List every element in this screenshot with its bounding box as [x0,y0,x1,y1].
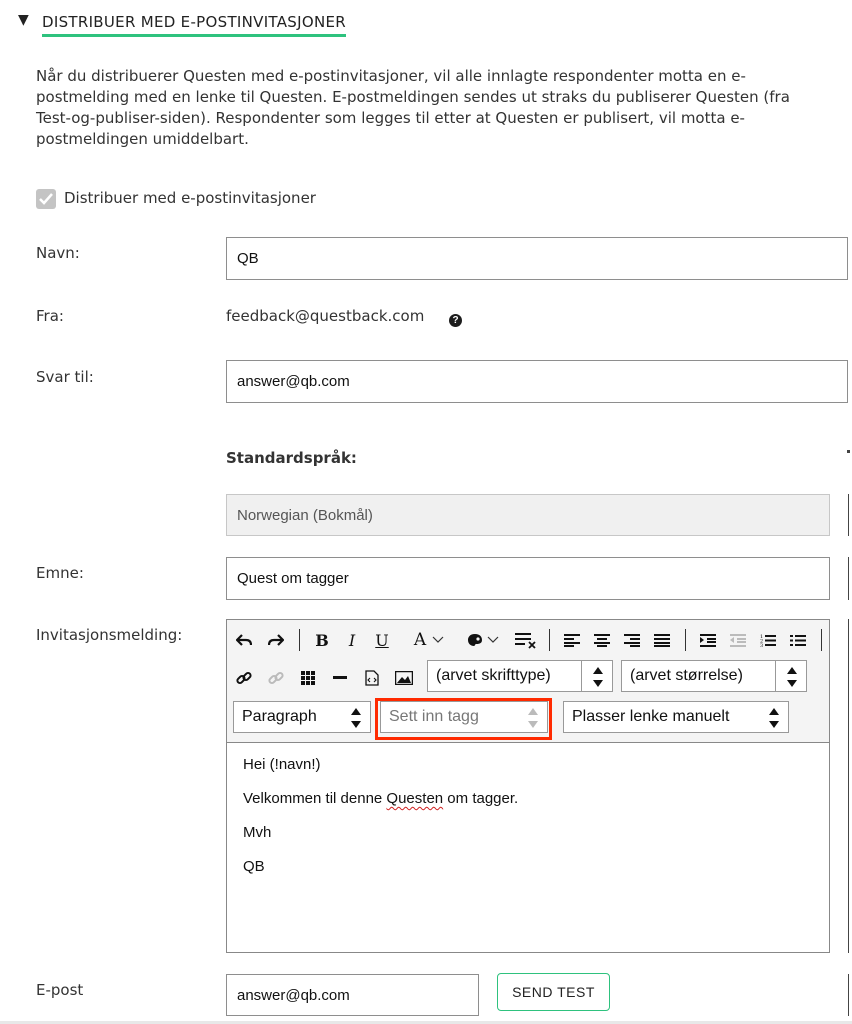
fra-label: Fra: [36,307,64,325]
image-icon[interactable] [393,666,415,690]
text-color-icon[interactable]: A [409,628,449,652]
navn-label: Navn: [36,244,80,262]
link-icon[interactable] [233,666,255,690]
font-size-select-value: (arvet størrelse) [630,667,743,684]
table-icon[interactable] [297,666,319,690]
align-center-icon[interactable] [591,628,613,652]
numbered-list-icon[interactable] [757,628,779,652]
font-size-select[interactable] [621,660,807,692]
navn-input[interactable] [226,237,848,280]
align-left-icon[interactable] [561,628,583,652]
distribute-checkbox-label[interactable]: Distribuer med e-postinvitasjoner [64,189,316,207]
select-arrows-icon [350,708,362,728]
svg-text:1: 1 [760,634,764,640]
toolbar-separator [299,629,300,651]
editor-line: Mvh [243,824,272,841]
highlight-box [375,698,552,740]
align-justify-icon[interactable] [651,628,673,652]
editor-line: Hei (!navn!) [243,756,321,773]
standardsprak-field [226,494,830,536]
redo-icon[interactable] [265,628,287,652]
underline-icon[interactable]: U [375,630,389,650]
editor-toolbar [227,620,829,743]
paragraph-format-select-value: Paragraph [242,708,317,725]
link-placement-select-value: Plasser lenke manuelt [572,708,730,725]
svg-text:3: 3 [760,643,764,647]
unlink-icon [265,666,287,690]
standardsprak-value: Norwegian (Bokmål) [237,506,373,524]
toolbar-separator [821,629,822,651]
bold-icon[interactable]: B [315,630,329,650]
right-column-fragment [848,557,852,600]
editor-body[interactable] [243,756,803,892]
background-color-icon[interactable] [463,628,503,652]
section-description: Når du distribuerer Questen med e-postinvitasjoner, vil alle innlagte respondenter motta en e-postmelding med en lenke til Questen. E-postmeldingen sendes ut straks du publiserer Questen (fra Test-og-publiser-siden). Respondenter som legges til etter at Questen er publisert, vil motta e-postmeldingen umiddelbart. [36,67,790,148]
align-right-icon[interactable] [621,628,643,652]
link-placement-select[interactable] [563,701,789,733]
insert-tag-select-value: Sett inn tagg [389,708,479,725]
right-column-fragment [848,974,852,1016]
standardsprak-label: Standardspråk: [226,449,357,467]
clear-formatting-icon[interactable] [513,628,539,652]
invitasjonsmelding-label: Invitasjonsmelding: [36,626,183,644]
emne-label: Emne: [36,564,84,582]
epost-input-value: answer@qb.com [237,986,350,1004]
distribute-checkbox[interactable] [36,189,56,209]
undo-icon[interactable] [233,628,255,652]
rich-text-editor[interactable] [226,619,830,953]
source-code-icon[interactable] [361,666,383,690]
horizontal-rule-icon[interactable] [329,666,351,690]
editor-line: QB [243,858,265,875]
bullet-list-icon[interactable] [787,628,809,652]
right-column-fragment [848,494,852,536]
collapse-arrow-icon[interactable]: ▼ [18,12,29,28]
navn-input-value: QB [237,250,259,267]
italic-icon[interactable]: I [348,630,356,650]
emne-input[interactable] [226,557,830,600]
svar-til-label: Svar til: [36,368,94,386]
svar-til-input-value: answer@qb.com [237,373,350,390]
checkmark-icon [39,193,53,205]
font-family-select-value: (arvet skrifttype) [436,667,551,684]
select-arrows-icon [768,708,780,728]
paragraph-format-select[interactable] [233,701,371,733]
help-icon[interactable]: ? [449,314,462,327]
svg-text:2: 2 [760,638,764,645]
section-title[interactable]: DISTRIBUER MED E-POSTINVITASJONER [42,13,346,37]
toolbar-separator [685,629,686,651]
indent-icon[interactable] [697,628,719,652]
outdent-icon [727,628,749,652]
epost-label: E-post [36,981,84,999]
epost-input[interactable] [226,974,479,1016]
select-arrows-icon [786,667,798,687]
spellcheck-word: Questen [386,790,444,807]
toolbar-separator [549,629,550,651]
right-column-fragment [847,450,850,453]
editor-line: Velkommen til denne Questen om tagger. [243,790,519,807]
fra-value: feedback@questback.com [226,307,425,325]
font-family-select[interactable] [427,660,613,692]
send-test-button[interactable]: SEND TEST [497,973,610,1011]
right-column-fragment [848,619,852,953]
emne-input-value: Quest om tagger [237,570,349,587]
select-arrows-icon [592,667,604,687]
svar-til-input[interactable] [226,360,848,403]
